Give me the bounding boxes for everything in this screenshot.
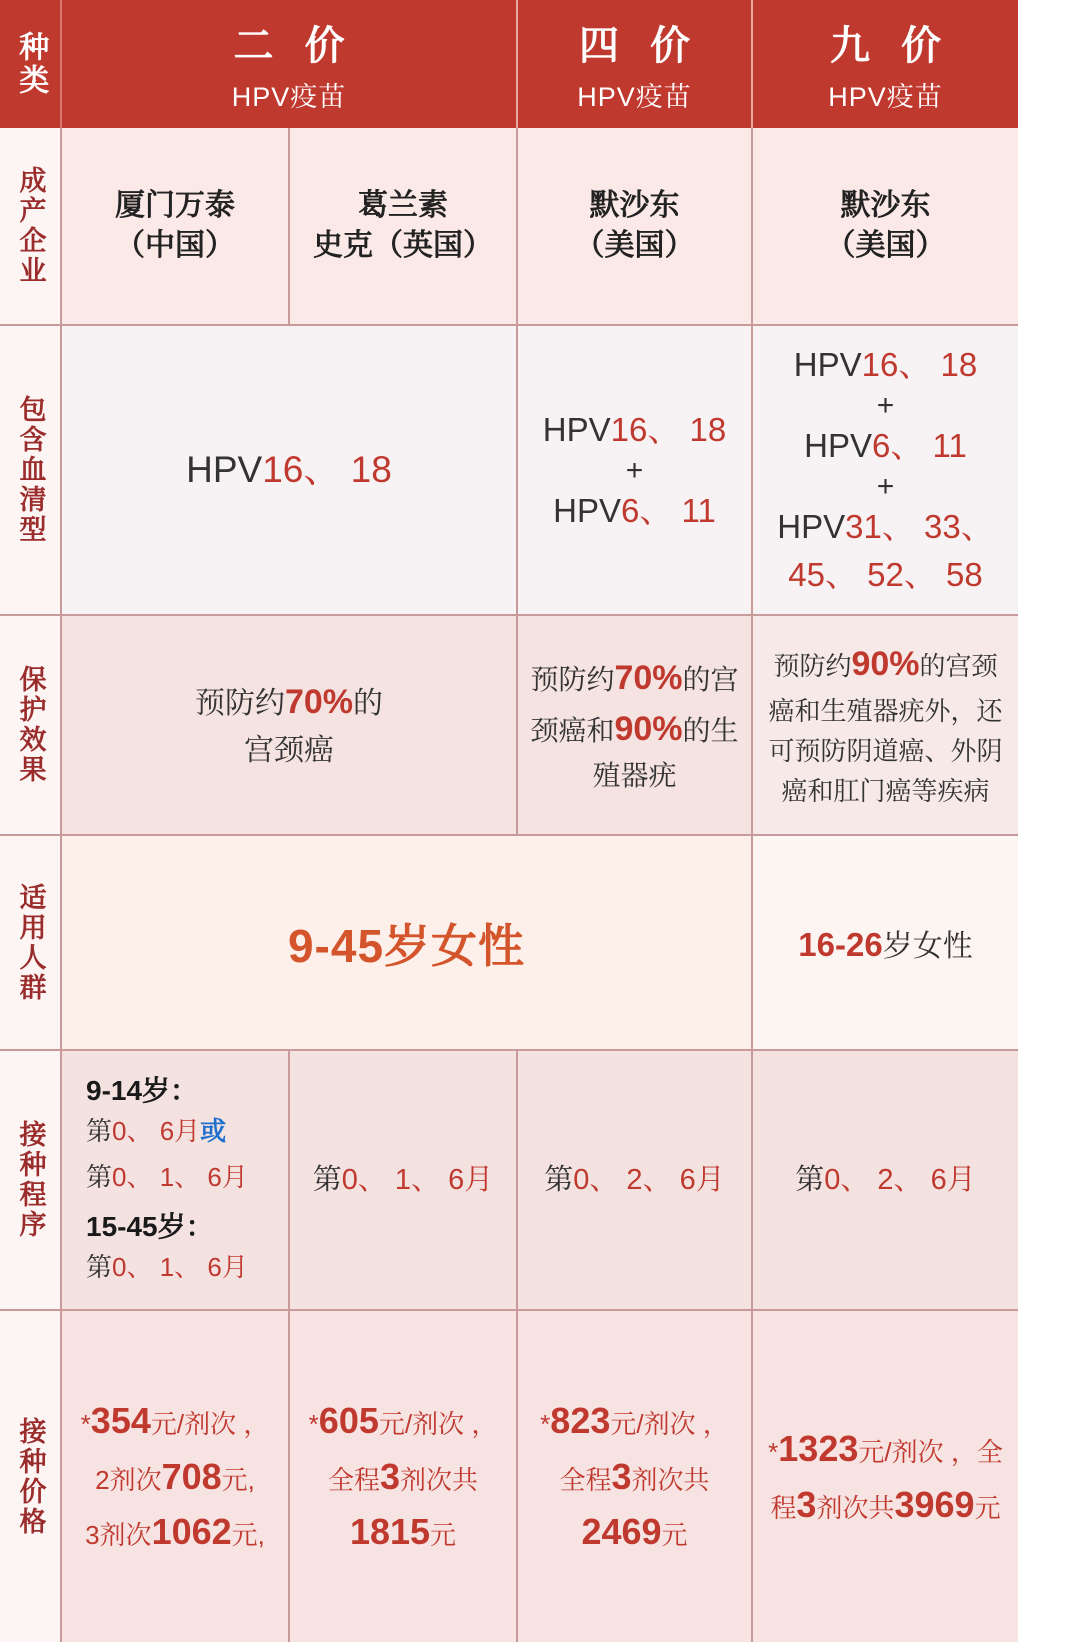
price-total-2: 708 [161, 1455, 222, 1497]
protection-line-1 [195, 677, 383, 728]
price-bivalent-gsk [290, 1311, 518, 1642]
producer-quadrivalent [518, 128, 753, 326]
serotype-types: 16、 18 [861, 346, 978, 384]
price-line-2 [559, 1449, 709, 1505]
schedule-months: 0、 2、 6月 [824, 1163, 976, 1196]
schedule-quadrivalent [518, 1051, 753, 1311]
protection-nonavalent [753, 616, 1018, 836]
price-unit: 元/剂次 ， [378, 1408, 498, 1439]
row-label-price: 接种价格 [0, 1311, 62, 1642]
price-unit: 元 [974, 1492, 1001, 1523]
serotype-prefix: HPV [777, 508, 846, 545]
row-label-schedule: 接种程序 [0, 1051, 62, 1311]
producer-country: （中国） [115, 229, 235, 262]
producer-name: 默沙东 [840, 188, 931, 222]
schedule-bivalent-cn [62, 1051, 290, 1311]
schedule-months: 0、 1、 6月 [341, 1163, 494, 1196]
header-nonavalent-subtitle: HPV疫苗 [828, 82, 943, 112]
price-unit: 元 [661, 1520, 688, 1551]
price-course-prefix: 程 [770, 1492, 797, 1523]
protection-prefix: 预防约 [773, 651, 852, 682]
serotype-line-1 [794, 341, 977, 389]
schedule-doses [544, 1159, 725, 1201]
price-unit: 元, [231, 1520, 265, 1551]
price-total-3: 1062 [151, 1511, 232, 1553]
price-line-3 [350, 1504, 456, 1560]
row-label-serotype: 包含血清型 [0, 326, 62, 616]
schedule-prefix: 第 [544, 1163, 574, 1196]
price-asterisk: * [768, 1436, 779, 1467]
serotype-types: 16、 18 [262, 449, 392, 491]
protection-quadrivalent [518, 616, 753, 836]
price-dose-count: 2剂次 [95, 1464, 162, 1495]
row-label-category: 种类 [0, 0, 62, 128]
serotype-plus-1: + [876, 389, 895, 423]
price-course-suffix: 剂次共 [631, 1464, 710, 1495]
schedule-months: 0、 1、 6月 [112, 1252, 248, 1283]
producer-nonavalent [753, 128, 1018, 326]
price-unit: 元/剂次 ， [610, 1408, 729, 1439]
table-header-row [0, 0, 1080, 128]
price-per-dose: 605 [318, 1399, 379, 1441]
serotype-quadrivalent [518, 326, 753, 616]
serotype-bivalent [62, 326, 518, 616]
table-row-serotype [0, 326, 1080, 616]
schedule-prefix: 第 [86, 1162, 113, 1193]
schedule-months: 0、 1、 6月 [112, 1162, 248, 1193]
protection-suffix: 的宫颈癌和生殖器疣外，还可预防阴道癌、外阴癌和肛门癌等疾病 [768, 651, 1003, 807]
protection-line-2: 宫颈癌 [244, 734, 334, 767]
serotype-types: 31、 33、 [845, 508, 994, 545]
price-dose-count: 3 [611, 1455, 632, 1497]
protection-prefix: 预防约 [530, 664, 615, 695]
price-per-dose: 1323 [778, 1427, 859, 1469]
serotype-plus-2: + [876, 470, 895, 503]
price-total: 2469 [581, 1511, 662, 1553]
price-course-suffix: 剂次共 [816, 1492, 895, 1523]
protection-suffix: 的生殖器疣 [592, 715, 739, 791]
population-nonavalent [753, 836, 1018, 1051]
schedule-or: 或 [200, 1116, 227, 1147]
row-label-population: 适用人群 [0, 836, 62, 1051]
population-text: 9-45岁女性 [287, 919, 526, 972]
price-quadrivalent [518, 1311, 753, 1642]
header-nonavalent [753, 0, 1018, 128]
schedule-prefix: 第 [795, 1163, 825, 1196]
serotype-types: 6、 11 [621, 491, 716, 529]
table-row-population [0, 836, 1080, 1051]
header-quadrivalent [518, 0, 753, 128]
schedule-months: 0、 6月 [112, 1116, 201, 1147]
schedule-doses-3 [86, 1249, 248, 1287]
price-line-1 [768, 1421, 1003, 1477]
producer-name: 葛兰素 [358, 188, 448, 222]
price-line-1 [81, 1393, 270, 1449]
serotype-prefix: HPV [186, 449, 263, 491]
header-nonavalent-title: 九 价 [829, 24, 952, 68]
schedule-months: 0、 2、 6月 [573, 1163, 725, 1196]
protection-prefix: 预防约 [194, 687, 285, 720]
schedule-age-group-2: 15-45岁： [86, 1210, 214, 1242]
serotype-prefix: HPV [542, 410, 611, 448]
header-quadrivalent-title: 四 价 [578, 24, 701, 68]
serotype-nonavalent [753, 326, 1018, 616]
protection-text [528, 653, 741, 797]
serotype-line-2 [804, 422, 967, 470]
price-dose-count: 3剂次 [85, 1520, 152, 1551]
population-age-range: 16-26 [798, 925, 883, 963]
schedule-prefix: 第 [312, 1163, 342, 1196]
header-bivalent-subtitle: HPV疫苗 [231, 82, 347, 112]
serotype-types: 6、 11 [872, 427, 967, 465]
serotype-line-2 [553, 487, 716, 535]
protection-percent: 70% [284, 683, 354, 721]
producer-bivalent-gsk [290, 128, 518, 326]
schedule-bivalent-gsk [290, 1051, 518, 1311]
protection-suffix: 的 [353, 687, 384, 720]
protection-middle: 的宫颈癌和 [530, 664, 739, 746]
price-line-2 [328, 1449, 478, 1505]
price-line-1 [540, 1393, 729, 1449]
price-total: 3969 [894, 1483, 975, 1525]
producer-bivalent-cn [62, 128, 290, 326]
schedule-prefix: 第 [86, 1252, 113, 1283]
price-per-dose: 354 [90, 1399, 151, 1441]
table-row-schedule [0, 1051, 1080, 1311]
price-line-1 [309, 1393, 498, 1449]
header-bivalent [62, 0, 518, 128]
schedule-doses-2 [86, 1159, 248, 1197]
header-bivalent-title: 二 价 [233, 24, 355, 68]
serotype-line [186, 443, 392, 497]
table-row-price [0, 1311, 1080, 1642]
price-unit: 元/剂次 ， [150, 1408, 270, 1439]
price-per-dose: 823 [550, 1399, 611, 1441]
schedule-doses [795, 1159, 976, 1201]
price-course-prefix: 全程 [327, 1464, 380, 1495]
protection-percent-2: 90% [614, 710, 683, 748]
producer-country: （美国） [574, 229, 695, 262]
serotype-types: 16、 18 [610, 410, 727, 448]
protection-percent-1: 70% [614, 659, 683, 697]
price-asterisk: * [540, 1408, 551, 1439]
protection-bivalent [62, 616, 518, 836]
price-unit: 元, [221, 1464, 255, 1495]
price-course-prefix: 全程 [559, 1464, 612, 1495]
price-asterisk: * [80, 1408, 91, 1439]
serotype-line-1 [543, 406, 726, 454]
price-dose-count: 3 [796, 1483, 817, 1525]
table-row-protection [0, 616, 1080, 836]
schedule-age-group-1: 9-14岁： [86, 1074, 199, 1106]
price-line-3 [85, 1504, 265, 1560]
producer-country: 史克（英国） [313, 229, 493, 262]
price-line-2 [95, 1449, 255, 1505]
price-line-2 [770, 1477, 1000, 1533]
serotype-prefix: HPV [804, 427, 873, 465]
protection-percent: 90% [851, 645, 920, 684]
price-nonavalent [753, 1311, 1018, 1642]
schedule-doses-1 [86, 1113, 226, 1151]
producer-name: 厦门万泰 [115, 188, 235, 222]
population-bivalent-quadrivalent [62, 836, 753, 1051]
population-suffix: 岁女性 [882, 929, 973, 963]
serotype-plus: + [625, 453, 644, 487]
serotype-prefix: HPV [553, 491, 622, 529]
price-line-3 [581, 1504, 687, 1560]
price-unit: 元/剂次 ，全 [858, 1436, 1003, 1467]
producer-name: 默沙东 [589, 188, 680, 222]
price-dose-count: 3 [379, 1455, 401, 1497]
price-total: 1815 [349, 1511, 431, 1553]
schedule-prefix: 第 [86, 1116, 113, 1147]
row-label-producer: 成产企业 [0, 128, 62, 326]
table-row-producer [0, 128, 1080, 326]
row-label-protection: 保护效果 [0, 616, 62, 836]
protection-text [763, 638, 1008, 812]
serotype-prefix: HPV [793, 346, 862, 384]
schedule-doses [313, 1159, 494, 1201]
price-bivalent-cn [62, 1311, 290, 1642]
schedule-nonavalent [753, 1051, 1018, 1311]
price-course-suffix: 剂次共 [400, 1464, 479, 1495]
serotype-line-4: 45、 52、 58 [788, 555, 983, 593]
price-asterisk: * [308, 1408, 319, 1439]
producer-country: （美国） [825, 229, 946, 262]
serotype-line-3 [777, 503, 993, 551]
price-unit: 元 [430, 1520, 457, 1551]
population-text [798, 921, 972, 965]
header-quadrivalent-subtitle: HPV疫苗 [577, 82, 692, 112]
